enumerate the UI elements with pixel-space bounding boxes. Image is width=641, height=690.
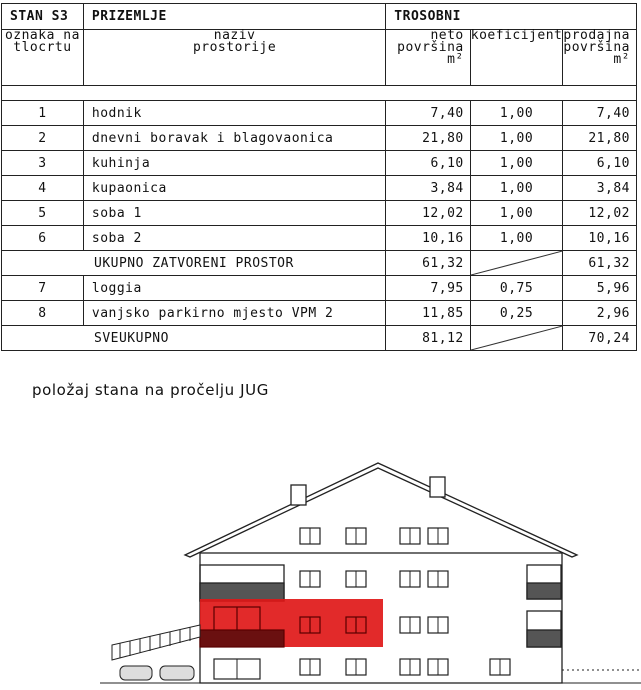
- row-name: kuhinja: [83, 151, 385, 176]
- row-name: vanjsko parkirno mjesto VPM 2: [83, 301, 385, 326]
- row-net: 12,02: [386, 201, 470, 226]
- table-row: [2, 176, 637, 201]
- roof: [185, 463, 577, 557]
- subtotal-net: 61,32: [386, 251, 470, 276]
- row-name: loggia: [83, 276, 385, 301]
- table-row: [2, 301, 637, 326]
- column-headers: [2, 30, 637, 86]
- row-coef: 0,75: [470, 276, 563, 301]
- total-label: SVEUKUPNO: [2, 326, 386, 351]
- subtotal-row: [2, 251, 637, 276]
- table-row: [2, 226, 637, 251]
- row-coef: 0,25: [470, 301, 563, 326]
- ramp-pergola: [112, 625, 200, 660]
- south-facade-elevation: [0, 455, 641, 690]
- unit-label: STAN S3: [2, 4, 84, 30]
- row-sale: 5,96: [563, 276, 637, 301]
- chimney-left: [291, 485, 306, 505]
- row-net: 10,16: [386, 226, 470, 251]
- spacer-row: [2, 86, 637, 101]
- row-sale: 12,02: [563, 201, 637, 226]
- row-sale: 6,10: [563, 151, 637, 176]
- row-net: 11,85: [386, 301, 470, 326]
- row-net: 21,80: [386, 126, 470, 151]
- row-sale: 3,84: [563, 176, 637, 201]
- row-no: 3: [2, 151, 84, 176]
- row-no: 8: [2, 301, 84, 326]
- row-net: 7,40: [386, 101, 470, 126]
- row-net: 7,95: [386, 276, 470, 301]
- row-net: 3,84: [386, 176, 470, 201]
- col-name-header: naziv prostorije: [83, 30, 385, 86]
- total-row: [2, 326, 637, 351]
- chimney-right: [430, 477, 445, 497]
- row-coef: 1,00: [470, 201, 563, 226]
- total-net: 81,12: [386, 326, 470, 351]
- row-net: 6,10: [386, 151, 470, 176]
- row-sale: 7,40: [563, 101, 637, 126]
- row-no: 2: [2, 126, 84, 151]
- row-no: 4: [2, 176, 84, 201]
- row-sale: 2,96: [563, 301, 637, 326]
- row-no: 7: [2, 276, 84, 301]
- row-coef: 1,00: [470, 126, 563, 151]
- row-coef: 1,00: [470, 176, 563, 201]
- row-sale: 10,16: [563, 226, 637, 251]
- row-coef: 1,00: [470, 151, 563, 176]
- row-no: 1: [2, 101, 84, 126]
- table-row: [2, 276, 637, 301]
- facade-caption: položaj stana na pročelju JUG: [32, 381, 269, 399]
- table-row: [2, 201, 637, 226]
- row-name: dnevni boravak i blagovaonica: [83, 126, 385, 151]
- floor-label: PRIZEMLJE: [83, 4, 385, 30]
- area-table: [1, 3, 637, 351]
- row-sale: 21,80: [563, 126, 637, 151]
- table-header: [2, 4, 637, 30]
- subtotal-sale: 61,32: [563, 251, 637, 276]
- col-no-header: oznaka na tlocrtu: [2, 30, 84, 86]
- row-coef: 1,00: [470, 226, 563, 251]
- row-name: soba 1: [83, 201, 385, 226]
- table-row: [2, 151, 637, 176]
- col-sale-header: prodajna površina m²: [563, 30, 637, 86]
- row-no: 5: [2, 201, 84, 226]
- row-name: kupaonica: [83, 176, 385, 201]
- total-sale: 70,24: [563, 326, 637, 351]
- col-net-header: neto površina m²: [386, 30, 470, 86]
- car-right: [160, 666, 194, 680]
- car-left: [120, 666, 152, 680]
- subtotal-label: UKUPNO ZATVORENI PROSTOR: [2, 251, 386, 276]
- total-coef-empty: [470, 326, 563, 351]
- col-coef-header: koeficijent: [470, 30, 563, 86]
- table-row: [2, 101, 637, 126]
- row-coef: 1,00: [470, 101, 563, 126]
- table-row: [2, 126, 637, 151]
- type-label: TROSOBNI: [386, 4, 637, 30]
- subtotal-coef-empty: [470, 251, 563, 276]
- row-no: 6: [2, 226, 84, 251]
- row-name: hodnik: [83, 101, 385, 126]
- row-name: soba 2: [83, 226, 385, 251]
